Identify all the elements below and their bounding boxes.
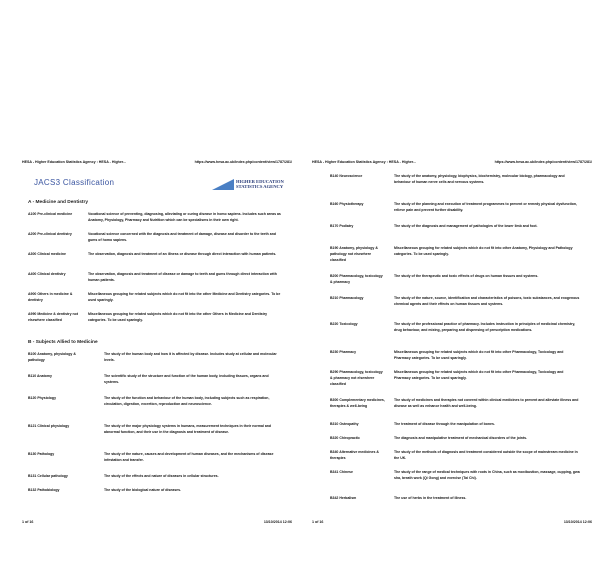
print-date: 13/10/2014 12:06 <box>263 520 292 524</box>
subject-description: Vocational science concerned with the diagnosis and treatment of damage, disease and disorder to the teeth and gums of homo sapiens. <box>88 232 277 242</box>
subject-description: The use of herbs in the treatment of illness. <box>394 496 467 500</box>
subject-code: B131 Cellular pathology <box>28 474 68 478</box>
page-number: 1 of 16 <box>312 520 324 524</box>
header-url: https://www.hesa.ac.uk/index.php/content/view/1787/281/ <box>494 160 592 164</box>
subject-code: B310 Osteopathy <box>330 422 359 426</box>
subject-code: A300 Clinical medicine <box>28 252 66 256</box>
subject-description: The scientific study of the structure and function of the human body, including tissues, organs and systems. <box>104 374 269 384</box>
subject-code: B230 Pharmacy <box>330 350 357 354</box>
subject-description: The study of the professional practice of pharmacy. Includes instruction in principles of medicinal chemistry, drug behaviour, and mixing, preparing and dispensing of prescription medications. <box>394 322 576 332</box>
document-page-right <box>312 160 592 530</box>
subject-description: The study of the methods of diagnosis and treatment considered outside the scope of mainstream medicine in the UK. <box>394 450 578 460</box>
subject-code: B121 Clinical physiology <box>28 424 70 428</box>
subject-description: The diagnosis and manipulative treatment of mechanical disorders of the joints. <box>394 436 528 440</box>
page-number: 1 of 16 <box>22 520 34 524</box>
header-title: HESA - Higher Education Statistics Agency : HESA - Higher... <box>22 160 127 164</box>
header-url: https://www.hesa.ac.uk/index.php/content/view/1787/281/ <box>194 160 292 164</box>
subject-description: The observation, diagnosis and treatment of disease or damage to teeth and gums through direct interaction with human patients. <box>88 272 277 282</box>
subject-description: The study of the planning and execution of treatment programmes to prevent or remedy physical dysfunction, relieve pain and prevent further disability. <box>394 202 578 212</box>
subject-description: The study of the anatomy, physiology, biophysics, biochemistry, molecular biology, pharmacology and behaviour of human nerve cells and nervous systems. <box>394 174 565 184</box>
subject-code: B290 Pharmacology, toxicology & pharmacy not elsewhere classified <box>330 370 383 386</box>
subject-code: A990 Medicine & dentistry not elsewhere classified <box>28 312 78 322</box>
subject-code: B200 Pharmacology, toxicology & pharmacy <box>330 274 383 284</box>
subject-description: The study of the range of medical techniques with roots in China, such as moxibustion, massage, cupping, gwa sha, breath work (Qi Gong) and exercise (Tai Chi). <box>394 470 580 480</box>
logo-line2: STATISTICS AGENCY <box>236 184 284 189</box>
subject-code: A900 Others in medicine & dentistry <box>28 292 73 302</box>
subject-code: B320 Chiropractic <box>330 436 360 440</box>
print-footer <box>312 520 592 528</box>
subject-description: The study of the human body and how it is affected by disease. Includes study at cellular and molecular levels. <box>104 352 277 362</box>
subject-code: B110 Anatomy <box>28 374 52 378</box>
subject-code: B341 Chinese <box>330 470 353 474</box>
document-page-left <box>22 160 292 530</box>
subject-code: B220 Toxicology <box>330 322 358 326</box>
subject-code: B342 Herbalism <box>330 496 357 500</box>
subject-code: B300 Complementary medicines, therapies & well-being <box>330 398 385 408</box>
subject-code: B170 Podiatry <box>330 224 354 228</box>
subject-code: B100 Anatomy, physiology & pathology <box>28 352 76 362</box>
subject-description: The treatment of disease through the manipulation of bones. <box>394 422 495 426</box>
subject-code: B140 Neuroscience <box>330 174 363 178</box>
page-title: JACS3 Classification <box>34 178 115 187</box>
subject-code: B340 Alternative medicines & therapies <box>330 450 379 460</box>
subject-description: The study of the function and behaviour of the human body, including subjects such as respiration, circulation, digestion, excretion, reproduction and neuroscience. <box>104 396 270 406</box>
subject-code: B130 Pathology <box>28 452 55 456</box>
print-footer <box>22 520 292 528</box>
subject-code: A200 Pre-clinical dentistry <box>28 232 72 236</box>
print-header <box>312 160 592 168</box>
section-heading: B - Subjects Allied to Medicine <box>28 340 98 345</box>
hesa-logo <box>212 179 284 191</box>
subject-description: The study of the nature, source, identification and characteristics of poisons, toxic substances, and exogenous chemical agents and their effects on human tissues and systems. <box>394 296 580 306</box>
logo-line1: HIGHER EDUCATION <box>236 179 284 184</box>
subject-code: B160 Physiotherapy <box>330 202 364 206</box>
subject-description: The study of medicines and therapies not covered within clinical medicines to prevent and alleviate illness and disease as well as enhance health and well-being. <box>394 398 579 408</box>
subject-description: The observation, diagnosis and treatment of an illness or disease through direct interaction with human patients. <box>88 252 277 256</box>
subject-code: B190 Anatomy, physiology & pathology not elsewhere classified <box>330 246 378 262</box>
logo-text <box>236 179 284 189</box>
print-header <box>22 160 292 168</box>
subject-description: Miscellaneous grouping for related subjects which do not fit into the other Medicine and Dentistry categories. To be used sparingly. <box>88 292 281 302</box>
subject-description: The study of the diagnosis and management of pathologies of the lower limb and foot. <box>394 224 538 228</box>
subject-code: A400 Clinical dentistry <box>28 272 66 276</box>
subject-description: The study of the effects and nature of diseases in cellular structures. <box>104 474 219 478</box>
logo-wedge-icon <box>212 179 234 190</box>
subject-description: Miscellaneous grouping for related subjects which do not fit into the other Others in Medicine and Dentistry categories. To be used sparingly. <box>88 312 268 322</box>
section-heading: A - Medicine and Dentistry <box>28 200 89 205</box>
subject-code: B132 Pathobiology <box>28 488 60 492</box>
subject-description: Miscellaneous grouping for related subjects which do not fit into other Anatomy, Physiology and Pathology categories. To be used sparingly. <box>394 246 573 256</box>
subject-description: The study of the therapeutic and toxic effects of drugs on human tissues and systems. <box>394 274 539 278</box>
subject-description: The study of the nature, causes and development of human diseases, and the mechanisms of disease infestation and transfer. <box>104 452 274 462</box>
subject-description: The study of the biological nature of diseases. <box>104 488 182 492</box>
subject-code: B210 Pharmacology <box>330 296 364 300</box>
subject-code: B120 Physiology <box>28 396 57 400</box>
print-date: 13/10/2014 12:06 <box>563 520 592 524</box>
subject-description: Miscellaneous grouping for related subjects which do not fit into other Pharmacology, Toxicology and Pharmacy categories. To be used sparingly. <box>394 370 564 380</box>
subject-description: The study of the major physiology systems in humans, measurement techniques in their normal and abnormal function, and their use in the diagnosis and treatment of disease. <box>104 424 272 434</box>
header-title: HESA - Higher Education Statistics Agency : HESA - Higher... <box>312 160 417 164</box>
subject-description: Vocational science of preventing, diagnosing, alleviating or curing disease in homo sapiens. Includes such areas as Anatomy, Physiology, Pharmacy and Nutrition which can be specialisms in their own right. <box>88 212 281 222</box>
subject-code: A100 Pre-clinical medicine <box>28 212 73 216</box>
subject-description: Miscellaneous grouping for related subjects which do not fit into other Pharmacology, Toxicology and Pharmacy categories. To be used sparingly. <box>394 350 564 360</box>
